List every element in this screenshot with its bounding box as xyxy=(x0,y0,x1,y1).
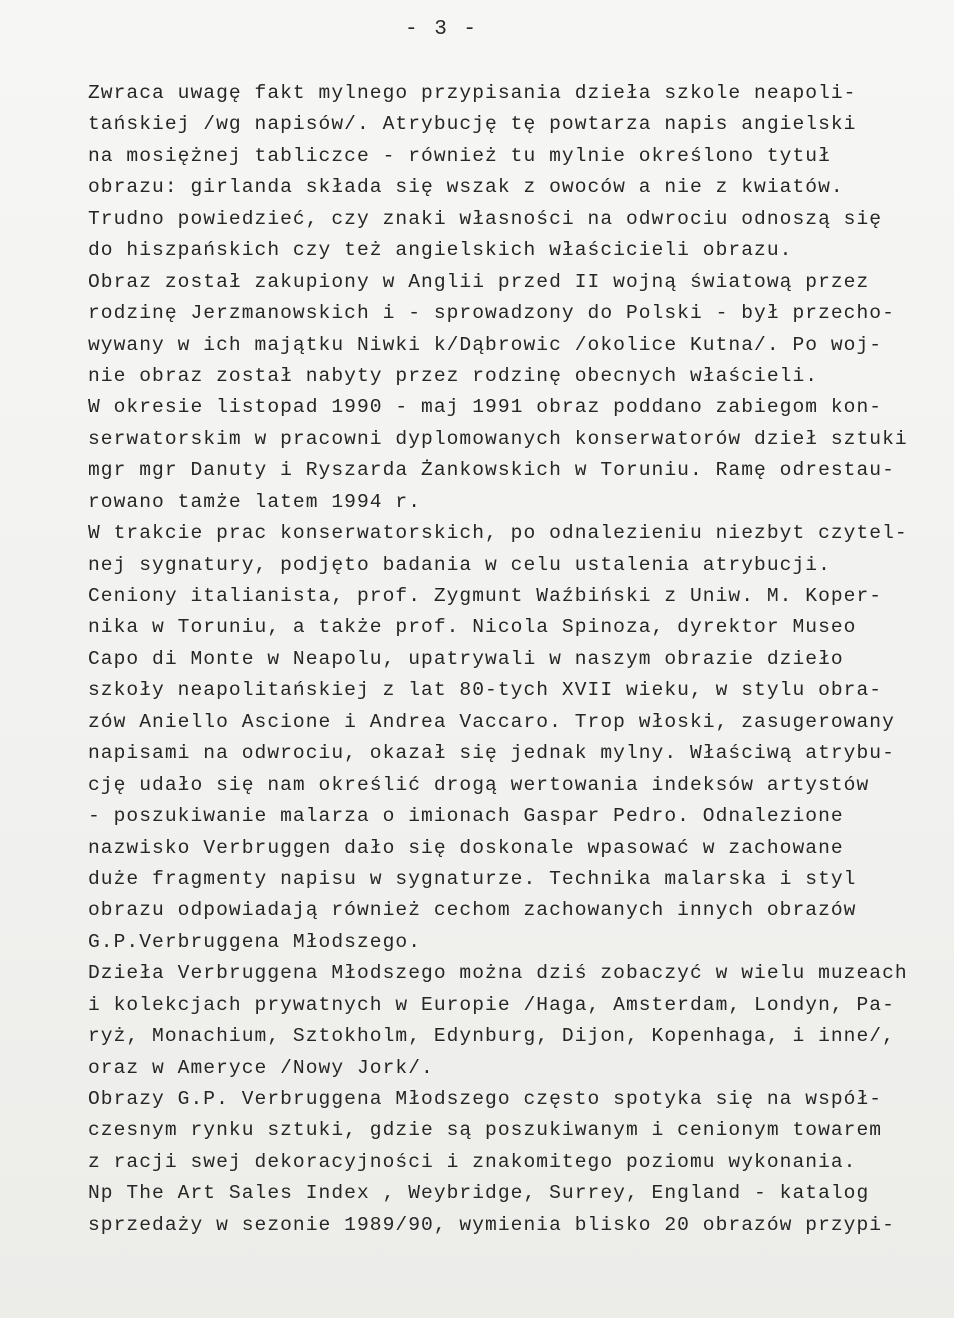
text-line: ryż, Monachium, Sztokholm, Edynburg, Dijon, Kopenhaga, i inne/, xyxy=(88,1025,895,1048)
text-line: G.P.Verbruggena Młodszego. xyxy=(88,930,422,953)
text-line: Trudno powiedzieć, czy znaki własności na odwrociu odnoszą się xyxy=(88,207,883,230)
text-line: W trakcie prac konserwatorskich, po odnalezieniu niezbyt czytel- xyxy=(88,522,908,545)
text-line: napisami na odwrociu, okazał się jednak mylny. Właściwą atrybu- xyxy=(88,742,895,765)
text-line: mgr mgr Danuty i Ryszarda Żankowskich w Toruniu. Ramę odrestau- xyxy=(88,459,895,482)
text-line: sprzedaży w sezonie 1989/90, wymienia blisko 20 obrazów przypi- xyxy=(88,1213,895,1236)
text-line: szkoły neapolitańskiej z lat 80-tych XVII wieku, w stylu obra- xyxy=(88,679,883,702)
text-line: tańskiej /wg napisów/. Atrybucję tę powtarza napis angielski xyxy=(88,113,857,136)
text-line: duże fragmenty napisu w sygnaturze. Technika malarska i styl xyxy=(88,867,857,890)
text-line: rodzinę Jerzmanowskich i - sprowadzony do Polski - był przecho- xyxy=(88,302,895,325)
text-line: W okresie listopad 1990 - maj 1991 obraz poddano zabiegom kon- xyxy=(88,396,883,419)
page-number: - 3 - xyxy=(405,18,479,41)
text-line: Dzieła Verbruggena Młodszego można dziś zobaczyć w wielu muzeach xyxy=(88,962,908,985)
text-line: do hiszpańskich czy też angielskich właścicieli obrazu. xyxy=(88,239,793,262)
text-line: - poszukiwanie malarza o imionach Gaspar Pedro. Odnalezione xyxy=(88,805,844,828)
text-line: Obrazy G.P. Verbruggena Młodszego często spotyka się na współ- xyxy=(88,1088,883,1110)
text-line: zów Aniello Ascione i Andrea Vaccaro. Trop włoski, zasugerowany xyxy=(88,710,895,733)
text-line: na mosiężnej tabliczce - również tu mylnie określono tytuł xyxy=(88,144,831,167)
text-line: Ceniony italianista, prof. Zygmunt Waźbiński z Uniw. M. Koper- xyxy=(88,585,883,607)
text-line: Obraz został zakupiony w Anglii przed II wojną światową przez xyxy=(88,270,870,293)
text-line: obrazu: girlanda składa się wszak z owoców a nie z kwiatów. xyxy=(88,176,844,199)
text-line: serwatorskim w pracowni dyplomowanych konserwatorów dzieł sztuki xyxy=(88,427,908,450)
text-line: oraz w Ameryce /Nowy Jork/. xyxy=(88,1056,434,1079)
text-line: obrazu odpowiadają również cechom zachowanych innych obrazów xyxy=(88,899,857,922)
text-line: cję udało się nam określić drogą wertowania indeksów artystów xyxy=(88,773,870,796)
text-line: rowano tamże latem 1994 r. xyxy=(88,490,422,513)
text-line: czesnym rynku sztuki, gdzie są poszukiwanym i cenionym towarem xyxy=(88,1119,883,1142)
text-line: z racji swej dekoracyjności i znakomitego poziomu wykonania. xyxy=(88,1150,857,1173)
text-line: Zwraca uwagę fakt mylnego przypisania dzieła szkole neapoli- xyxy=(88,82,857,104)
text-line: nika w Toruniu, a także prof. Nicola Spinoza, dyrektor Museo xyxy=(88,616,857,639)
text-line: nazwisko Verbruggen dało się doskonale wpasować w zachowane xyxy=(88,836,844,859)
text-line: nie obraz został nabyty przez rodzinę obecnych właścieli. xyxy=(88,364,819,387)
text-line: Np The Art Sales Index , Weybridge, Surrey, England - katalog xyxy=(88,1182,870,1205)
text-line: i kolekcjach prywatnych w Europie /Haga, Amsterdam, Londyn, Pa- xyxy=(88,993,895,1016)
text-line: wywany w ich majątku Niwki k/Dąbrowic /okolice Kutna/. Po woj- xyxy=(88,333,883,356)
document-body xyxy=(88,78,938,1241)
text-line: Capo di Monte w Neapolu, upatrywali w naszym obrazie dzieło xyxy=(88,647,844,670)
text-line: nej sygnatury, podjęto badania w celu ustalenia atrybucji. xyxy=(88,553,831,576)
